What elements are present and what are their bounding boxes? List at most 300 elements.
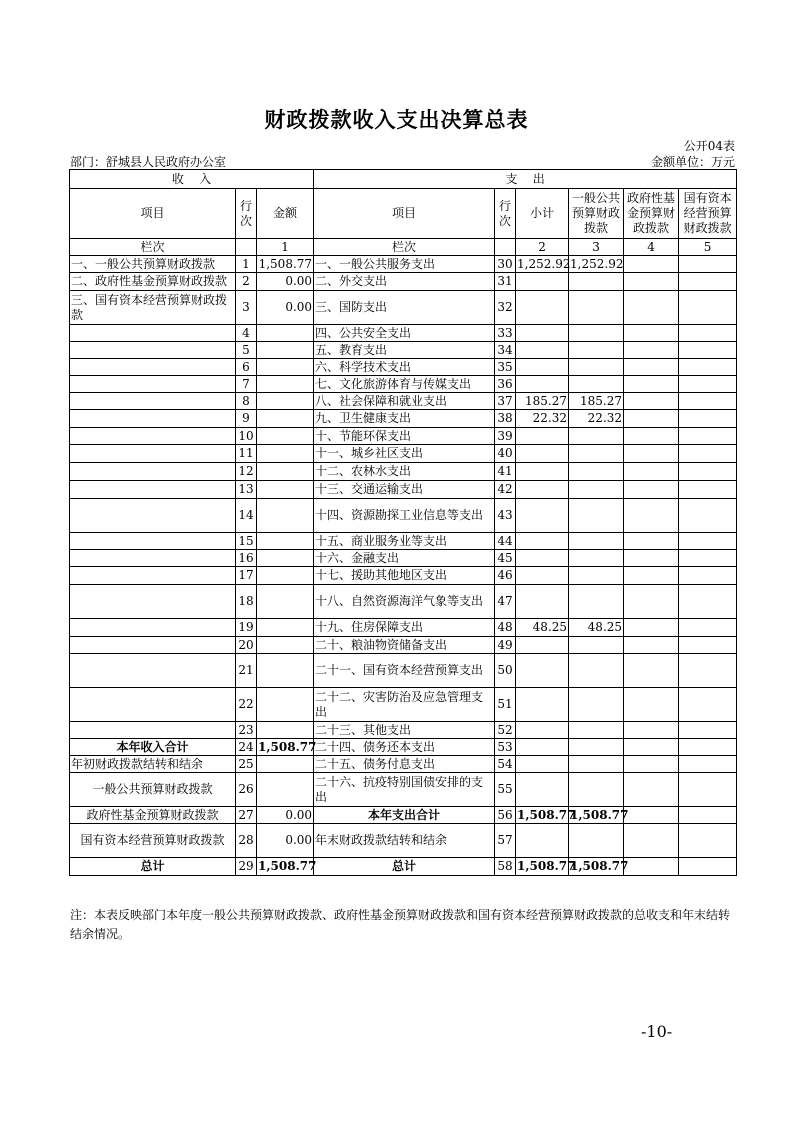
income-item bbox=[70, 410, 236, 428]
expense-gov-fund bbox=[624, 533, 679, 550]
expense-state-capital bbox=[679, 445, 737, 463]
income-item: 一、一般公共预算财政拨款 bbox=[70, 256, 236, 273]
header-row-sections bbox=[70, 170, 737, 189]
expense-subtotal bbox=[516, 533, 569, 550]
expense-general-budget bbox=[569, 445, 624, 463]
expense-state-capital bbox=[679, 376, 737, 393]
table-row bbox=[70, 463, 737, 481]
income-amount bbox=[257, 428, 314, 445]
expense-row-no: 32 bbox=[495, 291, 516, 325]
expense-subtotal: 22.32 bbox=[516, 410, 569, 428]
income-amount bbox=[257, 567, 314, 585]
form-number: 公开04表 bbox=[683, 139, 735, 153]
expense-subtotal: 1,252.92 bbox=[517, 256, 571, 271]
income-item bbox=[70, 445, 236, 463]
expense-gov-fund bbox=[624, 739, 679, 756]
expense-state-capital bbox=[679, 342, 737, 359]
expense-item: 十四、资源勘探工业信息等支出 bbox=[314, 499, 495, 533]
expense-row-no: 36 bbox=[495, 376, 516, 393]
table-row bbox=[70, 325, 737, 342]
subtotal-header: 小计 bbox=[516, 189, 569, 239]
expense-gov-fund bbox=[624, 567, 679, 585]
expense-gov-fund bbox=[624, 410, 679, 428]
expense-gov-fund bbox=[624, 445, 679, 463]
income-item bbox=[70, 533, 236, 550]
expense-item: 本年支出合计 bbox=[314, 807, 495, 824]
income-item-header: 项目 bbox=[70, 189, 236, 239]
expense-row-no: 57 bbox=[495, 824, 516, 858]
expense-general-budget bbox=[569, 481, 624, 499]
income-amount: 0.00 bbox=[257, 273, 314, 291]
expense-subtotal bbox=[516, 428, 569, 445]
col-number-4: 4 bbox=[624, 239, 679, 256]
expense-row-no: 42 bbox=[495, 481, 516, 499]
expense-gov-fund bbox=[624, 273, 679, 291]
expense-gov-fund bbox=[624, 773, 679, 807]
income-item bbox=[70, 654, 236, 688]
expense-row-no: 31 bbox=[495, 273, 516, 291]
income-amount bbox=[257, 359, 314, 376]
expense-state-capital bbox=[679, 619, 737, 637]
expense-state-capital bbox=[679, 739, 737, 756]
income-amount bbox=[257, 756, 314, 773]
table-row bbox=[70, 445, 737, 463]
expense-gov-fund bbox=[624, 481, 679, 499]
expense-item: 一、一般公共服务支出 bbox=[314, 256, 495, 273]
expense-row-no: 46 bbox=[495, 567, 516, 585]
expense-row-no: 52 bbox=[495, 722, 516, 739]
income-item bbox=[70, 359, 236, 376]
state-capital-header: 国有资本经营预算财政拨款 bbox=[679, 189, 737, 239]
expense-item: 四、公共安全支出 bbox=[314, 325, 495, 342]
expense-item: 十二、农林水支出 bbox=[314, 463, 495, 481]
income-amount bbox=[257, 688, 314, 722]
table-row bbox=[70, 410, 737, 428]
expense-item: 十六、金融支出 bbox=[314, 550, 495, 567]
table-row bbox=[70, 533, 737, 550]
expense-gov-fund bbox=[624, 858, 679, 876]
expense-item: 十七、援助其他地区支出 bbox=[314, 567, 495, 585]
expense-item: 二十二、灾害防治及应急管理支出 bbox=[314, 688, 495, 722]
expense-state-capital bbox=[679, 807, 737, 824]
expense-subtotal bbox=[516, 376, 569, 393]
expense-row-no: 33 bbox=[495, 325, 516, 342]
income-amount bbox=[257, 445, 314, 463]
expense-subtotal bbox=[516, 654, 569, 688]
expense-item: 七、文化旅游体育与传媒支出 bbox=[314, 376, 495, 393]
expense-subtotal: 185.27 bbox=[516, 393, 569, 410]
expense-gov-fund bbox=[624, 585, 679, 619]
expense-row-no: 54 bbox=[495, 756, 516, 773]
table-body bbox=[70, 256, 737, 876]
expense-state-capital bbox=[679, 567, 737, 585]
expense-item: 十、节能环保支出 bbox=[314, 428, 495, 445]
income-row-no: 22 bbox=[236, 688, 257, 722]
income-item bbox=[70, 325, 236, 342]
expense-gov-fund bbox=[624, 722, 679, 739]
expense-item: 二、外交支出 bbox=[314, 273, 495, 291]
expense-general-budget bbox=[569, 585, 624, 619]
expense-general-budget bbox=[569, 567, 624, 585]
table-row bbox=[70, 824, 737, 858]
expense-row-no: 51 bbox=[495, 688, 516, 722]
expense-subtotal bbox=[516, 585, 569, 619]
income-row-no: 16 bbox=[236, 550, 257, 567]
income-amount: 1,508.77 bbox=[257, 858, 314, 876]
expense-general-budget bbox=[569, 499, 624, 533]
expense-general-budget bbox=[569, 342, 624, 359]
expense-item: 年末财政拨款结转和结余 bbox=[314, 824, 495, 858]
table-row bbox=[70, 807, 737, 824]
income-row-no: 27 bbox=[236, 807, 257, 824]
expense-gov-fund bbox=[624, 550, 679, 567]
expense-general-budget bbox=[569, 550, 624, 567]
expense-state-capital bbox=[679, 256, 737, 273]
expense-row-no: 43 bbox=[495, 499, 516, 533]
table-row bbox=[70, 756, 737, 773]
income-row-no: 9 bbox=[236, 410, 257, 428]
expense-subtotal: 1,508.77 bbox=[517, 807, 576, 822]
expense-state-capital bbox=[679, 824, 737, 858]
income-item bbox=[70, 722, 236, 739]
expense-row-no: 45 bbox=[495, 550, 516, 567]
income-row-no: 21 bbox=[236, 654, 257, 688]
expense-state-capital bbox=[679, 533, 737, 550]
expense-item: 十九、住房保障支出 bbox=[314, 619, 495, 637]
expense-row-no: 55 bbox=[495, 773, 516, 807]
expense-general-budget bbox=[569, 756, 624, 773]
income-row-no: 12 bbox=[236, 463, 257, 481]
expense-gov-fund bbox=[624, 291, 679, 325]
expense-subtotal bbox=[516, 550, 569, 567]
expense-state-capital bbox=[679, 654, 737, 688]
income-row-no: 18 bbox=[236, 585, 257, 619]
expense-item: 十三、交通运输支出 bbox=[314, 481, 495, 499]
expense-row-no: 49 bbox=[495, 637, 516, 654]
income-row-no: 1 bbox=[236, 256, 257, 273]
income-item bbox=[70, 393, 236, 410]
income-row-no: 3 bbox=[236, 291, 257, 325]
expense-subtotal bbox=[516, 359, 569, 376]
general-budget-header: 一般公共预算财政拨款 bbox=[569, 189, 624, 239]
expense-state-capital bbox=[679, 688, 737, 722]
income-amount bbox=[257, 619, 314, 637]
expense-gov-fund bbox=[624, 807, 679, 824]
expense-subtotal bbox=[516, 463, 569, 481]
table-row bbox=[70, 359, 737, 376]
expense-gov-fund bbox=[624, 824, 679, 858]
expense-subtotal bbox=[516, 567, 569, 585]
expense-general-budget bbox=[569, 463, 624, 481]
expense-gov-fund bbox=[624, 756, 679, 773]
expense-state-capital bbox=[679, 550, 737, 567]
unit-label: 金额单位：万元 bbox=[650, 155, 735, 169]
table-row bbox=[70, 256, 737, 273]
expense-subtotal bbox=[516, 273, 569, 291]
table-row bbox=[70, 567, 737, 585]
col-number-5: 5 bbox=[679, 239, 737, 256]
income-row-no: 20 bbox=[236, 637, 257, 654]
income-row-no: 23 bbox=[236, 722, 257, 739]
expense-row-no: 50 bbox=[495, 654, 516, 688]
income-amount bbox=[257, 463, 314, 481]
income-item bbox=[70, 499, 236, 533]
income-amount bbox=[257, 410, 314, 428]
expense-item: 十一、城乡社区支出 bbox=[314, 445, 495, 463]
col-number-3: 3 bbox=[569, 239, 624, 256]
expense-state-capital bbox=[679, 410, 737, 428]
income-row-no: 29 bbox=[236, 858, 257, 876]
income-amount: 1,508.77 bbox=[257, 256, 314, 273]
lanci-label-left: 栏次 bbox=[70, 239, 236, 256]
expense-gov-fund bbox=[624, 499, 679, 533]
income-amount bbox=[257, 393, 314, 410]
expense-general-budget bbox=[569, 291, 624, 325]
income-item bbox=[70, 619, 236, 637]
income-row-no: 8 bbox=[236, 393, 257, 410]
expense-state-capital bbox=[679, 393, 737, 410]
income-item bbox=[70, 481, 236, 499]
income-item bbox=[70, 428, 236, 445]
income-item bbox=[70, 376, 236, 393]
income-item bbox=[70, 550, 236, 567]
expense-item: 八、社会保障和就业支出 bbox=[314, 393, 495, 410]
expense-row-no: 53 bbox=[495, 739, 516, 756]
income-amount bbox=[257, 637, 314, 654]
expense-general-budget bbox=[569, 654, 624, 688]
expense-row-no: 40 bbox=[495, 445, 516, 463]
expense-row-no: 34 bbox=[495, 342, 516, 359]
expense-row-no: 56 bbox=[495, 807, 516, 824]
income-item bbox=[70, 688, 236, 722]
table-row bbox=[70, 291, 737, 325]
income-item bbox=[70, 463, 236, 481]
page-number: -10- bbox=[641, 1022, 673, 1041]
expense-item: 总计 bbox=[314, 858, 495, 876]
income-item: 一般公共预算财政拨款 bbox=[70, 773, 236, 807]
expense-subtotal bbox=[516, 637, 569, 654]
income-row-no: 28 bbox=[236, 824, 257, 858]
fiscal-summary-table bbox=[69, 169, 737, 876]
income-amount bbox=[257, 533, 314, 550]
expense-general-budget bbox=[569, 688, 624, 722]
header-row-lanci bbox=[70, 239, 737, 256]
expense-gov-fund bbox=[624, 654, 679, 688]
table-row bbox=[70, 773, 737, 807]
expense-gov-fund bbox=[624, 463, 679, 481]
expense-state-capital bbox=[679, 585, 737, 619]
expense-row-no: 48 bbox=[495, 619, 516, 637]
income-row-no: 17 bbox=[236, 567, 257, 585]
income-amount bbox=[257, 585, 314, 619]
expense-row-no: 35 bbox=[495, 359, 516, 376]
expense-subtotal bbox=[516, 499, 569, 533]
table-row bbox=[70, 585, 737, 619]
expense-subtotal bbox=[516, 291, 569, 325]
amount-header: 金额 bbox=[257, 189, 314, 239]
table-row bbox=[70, 273, 737, 291]
expense-general-budget bbox=[569, 325, 624, 342]
expense-header: 支 出 bbox=[314, 170, 737, 189]
expense-item: 五、教育支出 bbox=[314, 342, 495, 359]
expense-general-budget bbox=[569, 533, 624, 550]
expense-item: 二十三、其他支出 bbox=[314, 722, 495, 739]
expense-general-budget: 1,508.77 bbox=[569, 858, 624, 876]
income-row-no: 11 bbox=[236, 445, 257, 463]
expense-general-budget bbox=[569, 376, 624, 393]
income-row-no-header: 行次 bbox=[236, 189, 257, 239]
income-amount bbox=[257, 773, 314, 807]
expense-row-no: 38 bbox=[495, 410, 516, 428]
expense-state-capital bbox=[679, 359, 737, 376]
expense-gov-fund bbox=[624, 428, 679, 445]
expense-state-capital bbox=[679, 858, 737, 876]
income-item bbox=[70, 585, 236, 619]
expense-state-capital bbox=[679, 756, 737, 773]
expense-gov-fund bbox=[624, 359, 679, 376]
table-row bbox=[70, 481, 737, 499]
expense-subtotal: 1,508.77 bbox=[516, 858, 569, 876]
col-number-2: 2 bbox=[516, 239, 569, 256]
income-amount: 1,508.77 bbox=[258, 739, 317, 754]
expense-general-budget bbox=[569, 722, 624, 739]
income-item: 政府性基金预算财政拨款 bbox=[70, 807, 236, 824]
income-amount bbox=[257, 722, 314, 739]
expense-general-budget bbox=[569, 273, 624, 291]
expense-state-capital bbox=[679, 291, 737, 325]
table-row bbox=[70, 688, 737, 722]
expense-general-budget bbox=[569, 739, 624, 756]
expense-gov-fund bbox=[624, 393, 679, 410]
expense-gov-fund bbox=[624, 325, 679, 342]
expense-subtotal bbox=[516, 445, 569, 463]
income-amount: 0.00 bbox=[257, 291, 314, 325]
lanci-label-right: 栏次 bbox=[314, 239, 495, 256]
expense-item: 二十四、债务还本支出 bbox=[314, 739, 495, 756]
expense-row-no: 41 bbox=[495, 463, 516, 481]
table-row bbox=[70, 550, 737, 567]
income-item: 二、政府性基金预算财政拨款 bbox=[70, 273, 236, 291]
expense-item: 十五、商业服务业等支出 bbox=[314, 533, 495, 550]
expense-state-capital bbox=[679, 773, 737, 807]
income-amount: 0.00 bbox=[257, 807, 314, 824]
income-item: 三、国有资本经营预算财政拨款 bbox=[70, 291, 236, 325]
gov-fund-header: 政府性基金预算财政拨款 bbox=[624, 189, 679, 239]
expense-item-header: 项目 bbox=[314, 189, 495, 239]
income-row-no: 4 bbox=[236, 325, 257, 342]
expense-subtotal bbox=[516, 756, 569, 773]
expense-row-no: 39 bbox=[495, 428, 516, 445]
expense-subtotal bbox=[516, 342, 569, 359]
expense-state-capital bbox=[679, 722, 737, 739]
expense-subtotal bbox=[516, 739, 569, 756]
income-amount bbox=[257, 550, 314, 567]
table-row bbox=[70, 654, 737, 688]
expense-state-capital bbox=[679, 499, 737, 533]
income-row-no: 10 bbox=[236, 428, 257, 445]
expense-gov-fund bbox=[624, 376, 679, 393]
expense-subtotal bbox=[516, 688, 569, 722]
table-row bbox=[70, 499, 737, 533]
expense-item: 六、科学技术支出 bbox=[314, 359, 495, 376]
income-row-no: 24 bbox=[236, 739, 257, 756]
income-row-no: 2 bbox=[236, 273, 257, 291]
expense-item: 二十五、债务付息支出 bbox=[314, 756, 495, 773]
income-item bbox=[70, 342, 236, 359]
income-amount bbox=[257, 499, 314, 533]
table-row bbox=[70, 342, 737, 359]
expense-state-capital bbox=[679, 481, 737, 499]
expense-row-no: 30 bbox=[495, 256, 516, 273]
expense-item: 九、卫生健康支出 bbox=[314, 410, 495, 428]
income-amount bbox=[257, 654, 314, 688]
expense-general-budget: 1,252.92 bbox=[570, 256, 624, 271]
income-row-no: 5 bbox=[236, 342, 257, 359]
expense-row-no: 44 bbox=[495, 533, 516, 550]
income-item: 年初财政拨款结转和结余 bbox=[70, 756, 236, 773]
expense-gov-fund bbox=[624, 619, 679, 637]
income-item: 本年收入合计 bbox=[70, 739, 236, 756]
income-row-no: 7 bbox=[236, 376, 257, 393]
expense-general-budget: 48.25 bbox=[569, 619, 624, 637]
income-row-no: 15 bbox=[236, 533, 257, 550]
department-label: 部门：舒城县人民政府办公室 bbox=[70, 155, 227, 169]
income-amount: 0.00 bbox=[257, 824, 314, 858]
expense-general-budget: 22.32 bbox=[569, 410, 624, 428]
income-row-no: 26 bbox=[236, 773, 257, 807]
page-title: 财政拨款收入支出决算总表 bbox=[264, 107, 529, 132]
expense-state-capital bbox=[679, 273, 737, 291]
expense-subtotal bbox=[516, 722, 569, 739]
expense-item: 二十一、国有资本经营预算支出 bbox=[314, 654, 495, 688]
expense-general-budget bbox=[569, 428, 624, 445]
income-amount bbox=[257, 342, 314, 359]
expense-row-no: 47 bbox=[495, 585, 516, 619]
income-row-no: 13 bbox=[236, 481, 257, 499]
income-header: 收 入 bbox=[70, 170, 314, 189]
expense-state-capital bbox=[679, 325, 737, 342]
expense-general-budget: 1,508.77 bbox=[570, 807, 629, 822]
table-row bbox=[70, 619, 737, 637]
expense-subtotal bbox=[516, 824, 569, 858]
expense-general-budget: 185.27 bbox=[569, 393, 624, 410]
income-row-no: 6 bbox=[236, 359, 257, 376]
expense-gov-fund bbox=[624, 256, 679, 273]
table-row bbox=[70, 858, 737, 876]
table-row bbox=[70, 637, 737, 654]
income-amount bbox=[257, 325, 314, 342]
expense-item: 十八、自然资源海洋气象等支出 bbox=[314, 585, 495, 619]
income-row-no: 19 bbox=[236, 619, 257, 637]
income-item: 国有资本经营预算财政拨款 bbox=[70, 824, 236, 858]
expense-general-budget bbox=[569, 824, 624, 858]
expense-gov-fund bbox=[624, 688, 679, 722]
expense-gov-fund bbox=[624, 342, 679, 359]
footnote: 注：本表反映部门本年度一般公共预算财政拨款、政府性基金预算财政拨款和国有资本经营预算财政拨款的总收支和年末结转结余情况。 bbox=[70, 908, 731, 941]
expense-gov-fund bbox=[624, 637, 679, 654]
income-row-no: 25 bbox=[236, 756, 257, 773]
table-row bbox=[70, 393, 737, 410]
table-row bbox=[70, 739, 737, 756]
income-amount bbox=[257, 376, 314, 393]
expense-state-capital bbox=[679, 428, 737, 445]
header-row-columns bbox=[70, 189, 737, 239]
income-item: 总计 bbox=[70, 858, 236, 876]
expense-state-capital bbox=[679, 463, 737, 481]
expense-row-no: 58 bbox=[495, 858, 516, 876]
income-amount bbox=[257, 481, 314, 499]
table-row bbox=[70, 428, 737, 445]
